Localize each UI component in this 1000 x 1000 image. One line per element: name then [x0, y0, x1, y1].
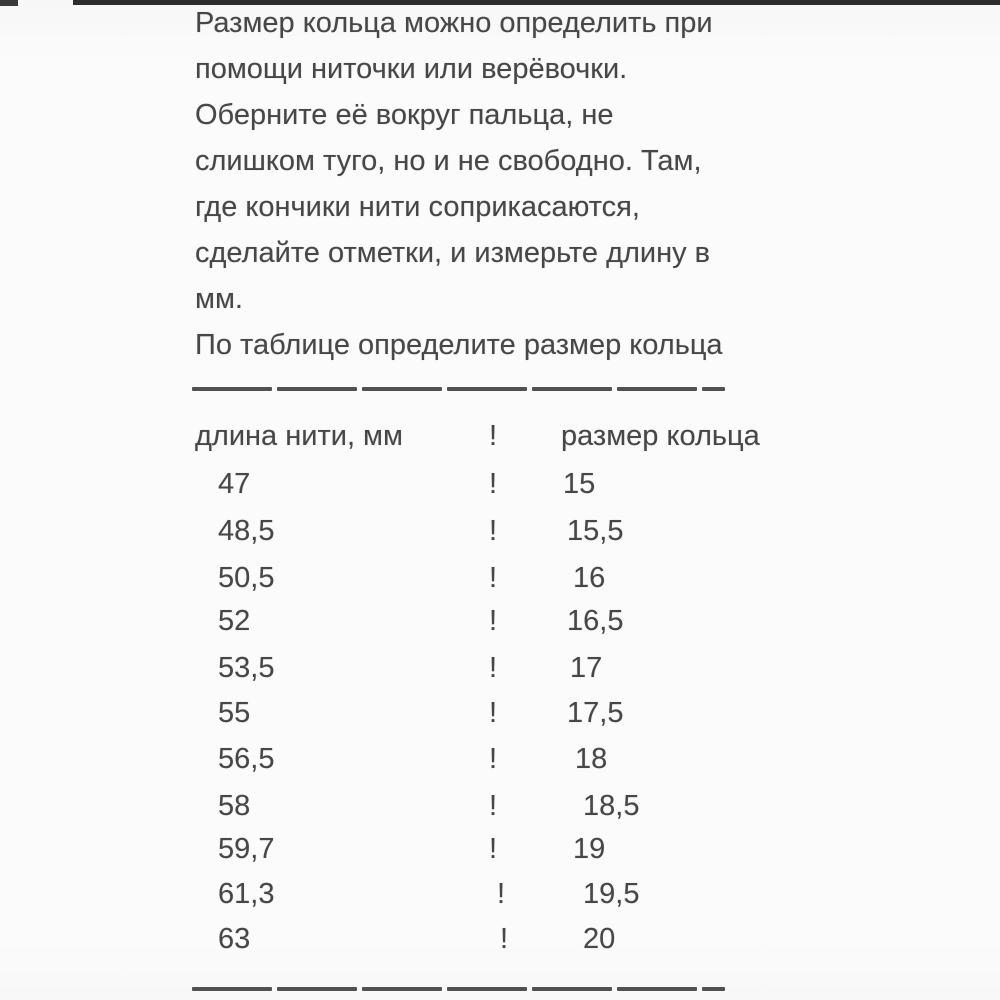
top-edge-bar-left	[0, 0, 18, 6]
thread-length-cell: 55	[218, 697, 251, 729]
ring-size-header: размер кольца	[561, 420, 760, 452]
instructions-paragraph	[195, 0, 835, 368]
separator-cell: !	[489, 743, 498, 775]
dash-segment	[362, 987, 442, 991]
instructions-line: сделайте отметки, и измерьте длину в	[195, 237, 711, 269]
table-row	[0, 871, 1000, 917]
dash-segment	[192, 987, 272, 991]
table-row	[0, 508, 1000, 554]
separator-cell: !	[489, 833, 498, 865]
table-row	[0, 645, 1000, 691]
separator-cell: !	[489, 652, 498, 684]
instructions-line: Размер кольца можно определить при	[195, 7, 713, 39]
thread-length-cell: 59,7	[218, 833, 275, 865]
thread-length-header: длина нити, мм	[195, 420, 403, 452]
ring-size-cell: 16,5	[567, 605, 624, 637]
ring-size-cell: 15	[563, 468, 596, 500]
instructions-line: слишком туго, но и не свободно. Там,	[195, 145, 702, 177]
dash-segment	[362, 387, 442, 391]
dash-segment	[447, 387, 527, 391]
table-row	[0, 783, 1000, 829]
thread-length-cell: 47	[218, 468, 251, 500]
dash-segment	[702, 987, 725, 991]
table-row	[0, 555, 1000, 601]
ring-size-cell: 18	[575, 743, 608, 775]
table-row	[0, 826, 1000, 872]
dash-segment	[532, 987, 612, 991]
thread-length-cell: 63	[218, 923, 251, 955]
instructions-line: помощи ниточки или верёвочки.	[195, 53, 628, 85]
dash-segment	[277, 387, 357, 391]
ring-size-cell: 17,5	[567, 697, 624, 729]
separator-cell: !	[489, 790, 498, 822]
separator-cell: !	[497, 878, 506, 910]
table-row	[0, 736, 1000, 782]
thread-length-cell: 50,5	[218, 562, 275, 594]
dash-segment	[192, 387, 272, 391]
instructions-line: мм.	[195, 283, 243, 315]
table-row	[0, 916, 1000, 962]
dash-segment	[447, 987, 527, 991]
ring-size-cell: 18,5	[583, 790, 640, 822]
separator-cell: !	[489, 697, 498, 729]
column-separator: !	[489, 420, 498, 452]
thread-length-cell: 61,3	[218, 878, 275, 910]
instructions-line: Оберните её вокруг пальца, не	[195, 99, 614, 131]
table-top-divider	[192, 387, 725, 391]
separator-cell: !	[489, 605, 498, 637]
thread-length-cell: 53,5	[218, 652, 275, 684]
ring-size-cell: 17	[570, 652, 603, 684]
table-row	[0, 598, 1000, 644]
dash-segment	[617, 387, 697, 391]
table-row	[0, 690, 1000, 736]
thread-length-cell: 48,5	[218, 515, 275, 547]
size-table-header	[0, 413, 1000, 459]
instructions-line: По таблице определите размер кольца	[195, 329, 723, 361]
thread-length-cell: 56,5	[218, 743, 275, 775]
ring-size-cell: 19	[573, 833, 606, 865]
separator-cell: !	[489, 468, 498, 500]
ring-size-cell: 15,5	[567, 515, 624, 547]
ring-size-cell: 19,5	[583, 878, 640, 910]
instructions-line: где кончики нити соприкасаются,	[195, 191, 640, 223]
thread-length-cell: 58	[218, 790, 251, 822]
table-bottom-divider	[192, 987, 725, 991]
dash-segment	[277, 987, 357, 991]
separator-cell: !	[500, 923, 509, 955]
ring-size-cell: 20	[583, 923, 616, 955]
table-row	[0, 461, 1000, 507]
dash-segment	[532, 387, 612, 391]
dash-segment	[702, 387, 725, 391]
separator-cell: !	[489, 562, 498, 594]
dash-segment	[617, 987, 697, 991]
separator-cell: !	[489, 515, 498, 547]
thread-length-cell: 52	[218, 605, 251, 637]
ring-size-cell: 16	[573, 562, 606, 594]
